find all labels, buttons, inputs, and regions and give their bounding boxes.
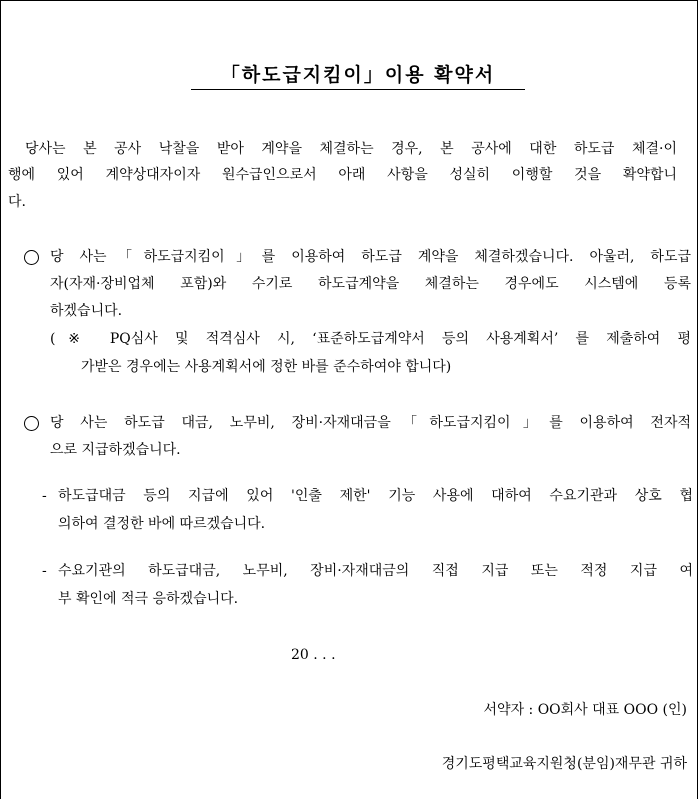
item1-line-2: 자(자재·장비업체 포함)와 수기로 하도급계약을 체결하는 경우에도 시스템에 등록: [50, 276, 691, 292]
intro-line-1: 당사는 본 공사 낙찰을 받아 계약을 체결하는 경우, 본 공사에 대한 하도급 체결·이: [25, 141, 677, 157]
item2-line-1: 당 사는 하도급 대금, 노무비, 장비·자재대금을「하도급지킴이」를 이용하여 전자적: [50, 415, 691, 431]
sub1-line-2: 의하여 결정한 바에 따르겠습니다.: [58, 516, 266, 532]
sub2-line-2: 부 확인에 적극 응하겠습니다.: [58, 591, 239, 607]
signer-line: 서약자 : OO회사 대표 OOO (인): [483, 702, 687, 718]
item1-line-3: 하겠습니다.: [50, 303, 123, 319]
sub1-dash: -: [42, 488, 47, 504]
date-line: 20 . . .: [291, 647, 336, 663]
intro-line-3: 다.: [8, 194, 26, 210]
item1-line-1: 당 사는「하도급지킴이」를 이용하여 하도급 계약을 체결하겠습니다. 아울러, 하도급: [50, 249, 691, 265]
item1-note-line-2: 가받은 경우에는 사용계획서에 정한 바를 준수하여야 합니다): [81, 359, 452, 375]
sub2-line-1: 수요기관의 하도급대금, 노무비, 장비·자재대금의 직접 지급 또는 적정 지급 여: [58, 563, 693, 579]
sub2-dash: -: [42, 563, 47, 579]
item1-note-line-1: (※ PQ심사 및 적격심사 시, ‘표준하도급계약서 등의 사용계획서’ 를 제출하여 평: [50, 331, 691, 347]
document-title: 「하도급지킴이」이용 확약서: [191, 61, 525, 90]
item2-line-2: 으로 지급하겠습니다.: [50, 442, 181, 458]
recipient-line: 경기도평택교육지원청(분임)재무관 귀하: [441, 756, 687, 772]
bullet-circle-icon: [24, 250, 39, 265]
bullet-circle-icon: [24, 416, 39, 431]
sub1-line-1: 하도급대금 등의 지급에 있어 '인출 제한' 기능 사용에 대하여 수요기관과 상호 협: [58, 488, 693, 504]
intro-line-2: 행에 있어 계약상대자이자 원수급인으로서 아래 사항을 성실히 이행할 것을 확약합니: [8, 167, 677, 183]
